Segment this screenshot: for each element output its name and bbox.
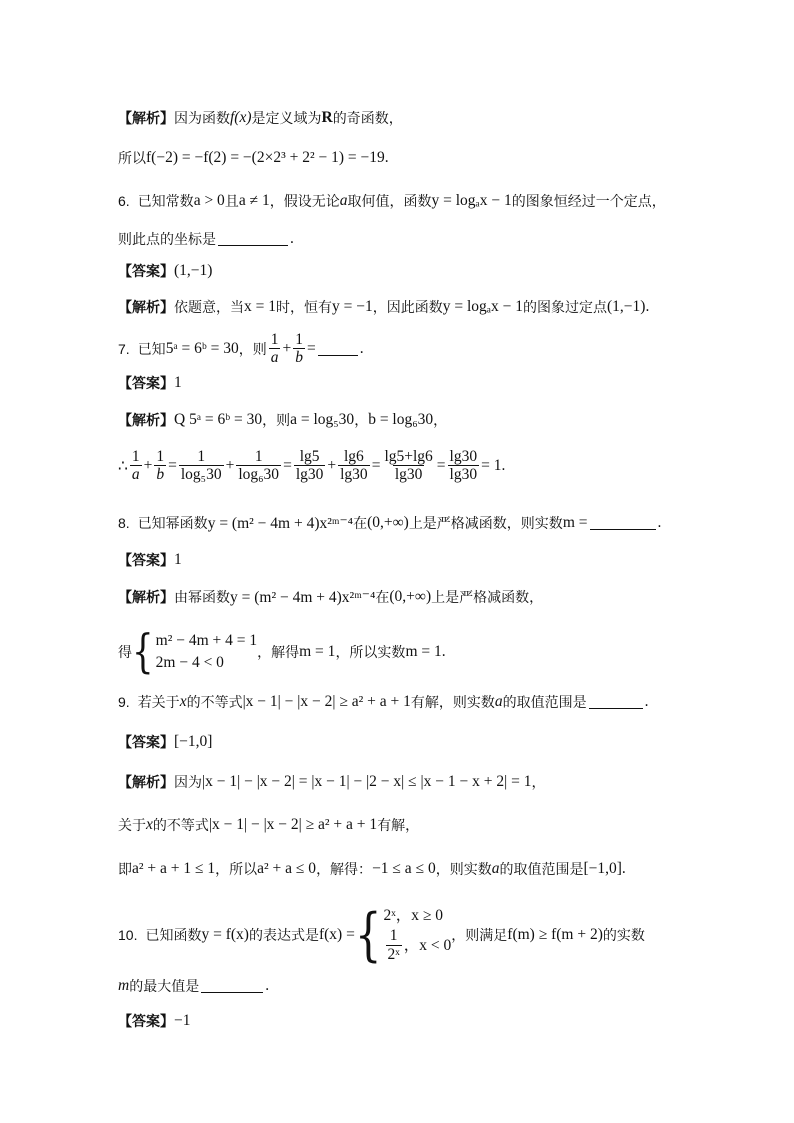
period: . bbox=[290, 230, 294, 247]
text: 因为 bbox=[174, 775, 202, 791]
text: 已知函数 bbox=[145, 927, 202, 944]
solution-tag: 【解析】 bbox=[118, 300, 174, 316]
fraction: $\frac{1}{\text{log₅30}}$ bbox=[180, 448, 222, 484]
answer-value: (1,−1) bbox=[174, 262, 213, 279]
math: (0,+∞) bbox=[367, 514, 409, 531]
text: 有解， bbox=[377, 818, 420, 834]
math: a² + a + 1 ≤ 1 bbox=[132, 860, 216, 877]
math: 5ᵃ = 6ᵇ = 30 bbox=[165, 340, 239, 358]
answer-blank bbox=[590, 528, 656, 530]
fraction: $\frac{1}{a}$ bbox=[131, 448, 140, 484]
answer-7 bbox=[118, 373, 704, 393]
answer-value: [−1,0] bbox=[174, 733, 213, 750]
math: [−1,0] bbox=[583, 860, 622, 877]
question-8 bbox=[118, 513, 704, 533]
math: = bbox=[371, 457, 381, 475]
answer-blank bbox=[201, 991, 263, 993]
text: ，所以 bbox=[215, 862, 258, 878]
text: 的不等式 bbox=[152, 818, 209, 834]
solution-9b bbox=[118, 815, 704, 835]
answer-tag: 【答案】 bbox=[118, 735, 174, 751]
text: 的图象恒经过一个定点， bbox=[511, 194, 666, 210]
answer-blank bbox=[218, 244, 288, 246]
math: + bbox=[143, 457, 153, 475]
math: a bbox=[491, 860, 500, 877]
math: m = 1 bbox=[405, 643, 442, 661]
text: 的最大值是 bbox=[129, 979, 200, 995]
text: ，则满足 bbox=[451, 927, 508, 944]
text: 关于 bbox=[118, 818, 146, 834]
system-row: m² − 4m + 4 = 1 bbox=[155, 632, 258, 649]
answer-9 bbox=[118, 732, 704, 752]
period: . bbox=[621, 860, 626, 877]
math: R bbox=[321, 109, 333, 126]
answer-tag: 【答案】 bbox=[118, 553, 174, 569]
math: = bbox=[306, 340, 316, 358]
math: b = log₆30 bbox=[368, 411, 434, 428]
math: −1 ≤ a ≤ 0 bbox=[372, 860, 436, 877]
question-number: 10. bbox=[118, 926, 138, 943]
text: 在 bbox=[375, 590, 390, 606]
brace-icon: { bbox=[354, 900, 382, 967]
fraction: $\frac{1}{b}$ bbox=[295, 331, 303, 367]
text: 的表达式是 bbox=[248, 927, 319, 944]
text: 有解，则实数 bbox=[410, 695, 495, 711]
math: m = 1 bbox=[299, 643, 336, 661]
text: ，假设无论 bbox=[269, 194, 340, 210]
solution-line-5b bbox=[118, 148, 704, 168]
fraction: $\frac{\lg 30}{\lg 30}$ bbox=[449, 448, 478, 484]
period: . bbox=[501, 457, 506, 475]
question-6 bbox=[118, 191, 704, 211]
question-10 bbox=[118, 900, 704, 967]
math: a bbox=[494, 693, 503, 710]
fraction: $\frac{1}{b}$ bbox=[156, 448, 165, 484]
equation-system bbox=[132, 625, 258, 680]
text: ，解得： bbox=[316, 862, 373, 878]
text: 依题意，当 bbox=[174, 300, 244, 316]
math: y = (m² − 4m + 4)x²ᵐ⁻⁴ bbox=[230, 588, 376, 606]
math: Q 5ᵃ = 6ᵇ = 30 bbox=[174, 411, 263, 428]
fraction: $\frac{\lg 6}{\lg 30}$ bbox=[340, 448, 368, 484]
math: a > 0 bbox=[193, 192, 225, 209]
text: 的取值范围是 bbox=[499, 862, 584, 878]
math: x = 1 bbox=[244, 298, 276, 315]
answer-tag: 【答案】 bbox=[118, 264, 174, 280]
answer-10 bbox=[118, 1011, 704, 1031]
text: 已知 bbox=[137, 342, 166, 359]
math: m bbox=[118, 977, 130, 994]
question-number: 9. bbox=[118, 694, 130, 710]
text: 的实数 bbox=[602, 927, 645, 944]
text: 时，恒有 bbox=[276, 300, 332, 316]
period: . bbox=[265, 977, 270, 994]
therefore-symbol: ∴ bbox=[118, 457, 128, 475]
math: f(m) ≥ f(m + 2) bbox=[507, 925, 603, 943]
text: 的图象过定点 bbox=[523, 300, 608, 316]
answer-tag: 【答案】 bbox=[118, 1014, 174, 1030]
text: 在 bbox=[353, 516, 368, 532]
question-7 bbox=[118, 331, 704, 368]
text: 上是严格减函数，则实数 bbox=[408, 516, 563, 532]
period: . bbox=[657, 514, 662, 531]
math: y = −1 bbox=[332, 298, 373, 315]
math: + bbox=[327, 457, 337, 475]
answer-blank bbox=[318, 354, 358, 356]
math: y = f(x) bbox=[201, 925, 249, 943]
math: x bbox=[146, 816, 153, 833]
math: (0,+∞) bbox=[389, 588, 432, 605]
period: . bbox=[441, 643, 446, 661]
math: + bbox=[225, 457, 235, 475]
solution-line-5 bbox=[118, 108, 704, 128]
math: f(−2) = −f(2) = −(2×2³ + 2² − 1) = −19 bbox=[146, 149, 385, 166]
math: = bbox=[283, 457, 292, 475]
period: . bbox=[359, 340, 364, 358]
system-row: 2m − 4 < 0 bbox=[155, 654, 224, 672]
math: a ≠ 1 bbox=[238, 192, 270, 209]
solution-tag: 【解析】 bbox=[118, 775, 174, 791]
math: f(x) bbox=[230, 109, 252, 126]
math: x bbox=[179, 693, 187, 710]
solution-8 bbox=[118, 587, 704, 607]
fraction: $\frac{\lg 5}{\lg 30}$ bbox=[295, 448, 324, 484]
text: 且 bbox=[224, 194, 239, 210]
math: y = (m² − 4m + 4)x²ᵐ⁻⁴ bbox=[207, 514, 354, 532]
text: ， bbox=[531, 775, 546, 791]
answer-value: 1 bbox=[174, 374, 182, 391]
text: ，所以实数 bbox=[335, 645, 406, 662]
solution-9c bbox=[118, 859, 704, 879]
question-10-line2 bbox=[118, 976, 704, 996]
math: |x − 1| − |x − 2| ≥ a² + a + 1 bbox=[242, 693, 411, 710]
math: a bbox=[339, 192, 348, 209]
fraction: $\frac{\lg 5+\lg 6}{\lg 30}$ bbox=[384, 448, 433, 484]
text: 上是严格减函数， bbox=[431, 590, 544, 606]
math: |x − 1| − |x − 2| = |x − 1| − |2 − x| ≤ |x − 1 − x + 2| = 1 bbox=[202, 773, 532, 790]
text: ， bbox=[433, 413, 448, 429]
math: = bbox=[168, 457, 177, 475]
text: 得 bbox=[118, 645, 132, 662]
period: . bbox=[644, 693, 649, 710]
text: 若关于 bbox=[137, 695, 180, 711]
period: . bbox=[645, 298, 650, 315]
text: 取何值，函数 bbox=[347, 194, 432, 210]
math: f(x) = bbox=[318, 925, 355, 943]
math: y = logₐx − 1 bbox=[442, 298, 524, 315]
text: ，因此函数 bbox=[372, 300, 443, 316]
text: 则此点的坐标是 bbox=[118, 232, 216, 248]
text: 即 bbox=[118, 862, 132, 878]
text: 的不等式 bbox=[186, 695, 243, 711]
question-number: 6. bbox=[118, 193, 130, 209]
text: 由幂函数 bbox=[174, 590, 230, 606]
math: a² + a ≤ 0 bbox=[257, 860, 317, 877]
text: 已知幂函数 bbox=[137, 516, 208, 532]
text: 是定义域为 bbox=[251, 111, 322, 127]
answer-tag: 【答案】 bbox=[118, 376, 174, 392]
answer-8 bbox=[118, 550, 704, 570]
math: = 1 bbox=[481, 457, 502, 475]
text: ， bbox=[354, 413, 369, 429]
text: 的取值范围是 bbox=[502, 695, 587, 711]
brace-icon: { bbox=[132, 625, 154, 680]
math: y = logₐx − 1 bbox=[431, 192, 512, 209]
text: 已知常数 bbox=[137, 194, 194, 210]
text: 所以 bbox=[118, 151, 146, 167]
solution-tag: 【解析】 bbox=[118, 413, 174, 429]
answer-6 bbox=[118, 261, 704, 281]
math: a = log₅30 bbox=[290, 411, 355, 428]
math: + bbox=[282, 340, 292, 358]
solution-tag: 【解析】 bbox=[118, 111, 174, 127]
text: 因为函数 bbox=[174, 111, 230, 127]
math: = bbox=[436, 457, 446, 475]
solution-7 bbox=[118, 410, 704, 430]
answer-blank bbox=[589, 707, 643, 709]
math: m = bbox=[562, 514, 588, 531]
solution-tag: 【解析】 bbox=[118, 590, 174, 606]
text: 的奇函数， bbox=[332, 111, 403, 127]
piece-row: 2ˣ，x ≥ 0 bbox=[383, 907, 444, 924]
fraction: $\frac{1}{a}$ bbox=[270, 331, 279, 367]
question-number: 7. bbox=[118, 341, 130, 358]
solution-9 bbox=[118, 772, 704, 792]
text: ，则 bbox=[262, 413, 291, 429]
text: ，则实数 bbox=[435, 862, 492, 878]
solution-6 bbox=[118, 297, 704, 317]
piecewise-definition bbox=[354, 900, 452, 967]
solution-8-system bbox=[118, 625, 704, 680]
question-9 bbox=[118, 692, 704, 712]
math: |x − 1| − |x − 2| ≥ a² + a + 1 bbox=[208, 816, 378, 833]
fraction: $\frac{1}{\text{log₆30}}$ bbox=[238, 448, 280, 484]
question-6-line2 bbox=[118, 229, 704, 249]
fraction: $\frac{1}{\text{2ˣ}}$ bbox=[387, 927, 400, 963]
text: ，则 bbox=[238, 342, 267, 359]
math: (1,−1) bbox=[607, 298, 646, 315]
answer-value: −1 bbox=[174, 1012, 191, 1029]
answer-value: 1 bbox=[174, 551, 182, 568]
piece-row: $\frac{1}{\text{2ˣ}}$ ，x < 0 bbox=[387, 927, 452, 963]
text: ，解得 bbox=[257, 645, 300, 662]
solution-7-derivation bbox=[118, 448, 704, 485]
question-number: 8. bbox=[118, 515, 130, 531]
period: . bbox=[384, 149, 389, 166]
